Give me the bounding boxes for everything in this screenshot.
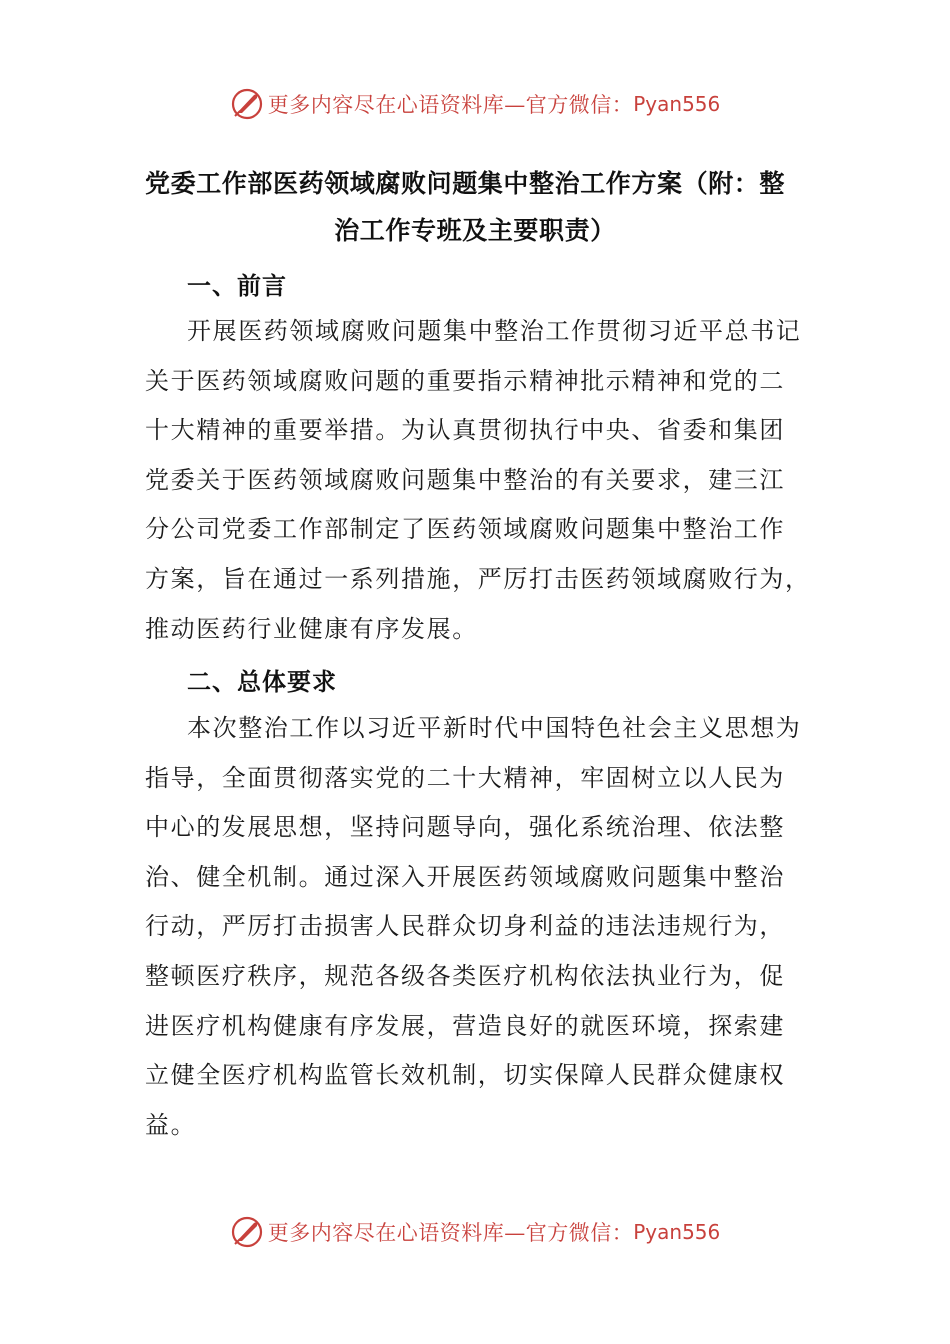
- paragraph-line: 开展医药领域腐败问题集中整治工作贯彻习近平总书记: [187, 317, 802, 345]
- paragraph-line: 行动，严厉打击损害人民群众切身利益的违法违规行为，: [145, 912, 785, 941]
- paragraph-line: 治、健全机制。通过深入开展医药领域腐败问题集中整治: [145, 862, 785, 891]
- watermark-wechat-id: Pyan556: [633, 1220, 721, 1244]
- paragraph-line: 方案，旨在通过一系列措施，严厉打击医药领域腐败行为，: [145, 564, 811, 593]
- paragraph-line: 本次整治工作以习近平新时代中国特色社会主义思想为: [187, 714, 802, 742]
- paragraph-line: 分公司党委工作部制定了医药领域腐败问题集中整治工作: [145, 515, 785, 544]
- section-heading-general-requirements: 二、总体要求: [187, 668, 337, 696]
- watermark-header: [0, 84, 950, 124]
- paragraph-line: 益。: [145, 1110, 197, 1139]
- paragraph-line: 整顿医疗秩序，规范各级各类医疗机构依法执业行为，促: [145, 961, 785, 990]
- quill-logo-icon: [230, 87, 264, 121]
- paragraph-line: 推动医药行业健康有序发展。: [145, 614, 478, 643]
- paragraph-line: 进医疗机构健康有序发展，营造良好的就医环境，探索建: [145, 1011, 785, 1040]
- section-heading-preface: 一、前言: [187, 272, 287, 300]
- watermark-text: 更多内容尽在心语资料库—官方微信：: [267, 93, 634, 117]
- paragraph-line: 十大精神的重要举措。为认真贯彻执行中央、省委和集团: [145, 416, 785, 445]
- paragraph-line: 关于医药领域腐败问题的重要指示精神批示精神和党的二: [145, 366, 785, 395]
- watermark-footer: [0, 1212, 950, 1252]
- watermark-wechat-id: Pyan556: [633, 92, 721, 116]
- section-body-preface: [145, 307, 815, 654]
- quill-logo-icon: [230, 1215, 264, 1249]
- paragraph-line: 中心的发展思想，坚持问题导向，强化系统治理、依法整: [145, 813, 785, 842]
- paragraph-line: 立健全医疗机构监管长效机制，切实保障人民群众健康权: [145, 1061, 785, 1090]
- paragraph-line: 党委关于医药领域腐败问题集中整治的有关要求，建三江: [145, 465, 785, 494]
- document-title-line-1: 党委工作部医药领域腐败问题集中整治工作方案（附：整: [145, 169, 786, 198]
- paragraph-line: 指导，全面贯彻落实党的二十大精神，牢固树立以人民为: [145, 763, 785, 792]
- watermark-text: 更多内容尽在心语资料库—官方微信：: [267, 1221, 634, 1245]
- document-title-line-2: 治工作专班及主要职责）: [334, 216, 616, 245]
- section-body-general-requirements: [145, 704, 815, 1150]
